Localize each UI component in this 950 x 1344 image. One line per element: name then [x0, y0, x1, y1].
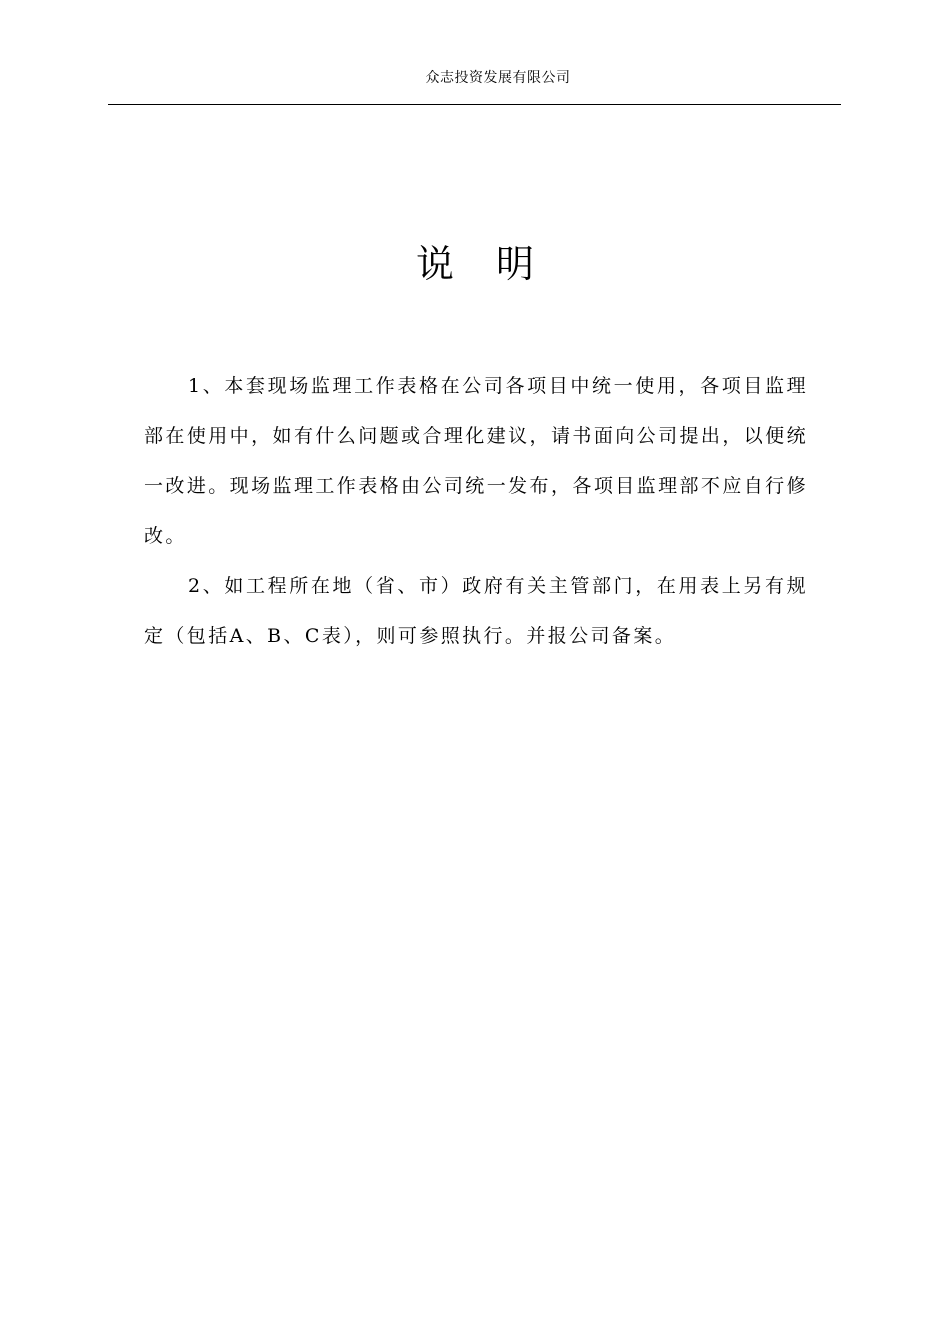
paragraph-2: 2、如工程所在地（省、市）政府有关主管部门，在用表上另有规定（包括A、B、C表），则可参照执行。并报公司备案。 — [144, 575, 808, 647]
page-header-company-name: 众志投资发展有限公司 — [425, 70, 571, 86]
paragraph-1: 1、本套现场监理工作表格在公司各项目中统一使用，各项目监理部在使用中，如有什么问题或合理化建议，请书面向公司提出，以便统一改进。现场监理工作表格由公司统一发布，各项目监理部不应自行修改。 — [144, 375, 808, 547]
document-title: 说明 — [415, 242, 576, 286]
header-divider — [108, 104, 841, 105]
document-body — [144, 361, 808, 661]
